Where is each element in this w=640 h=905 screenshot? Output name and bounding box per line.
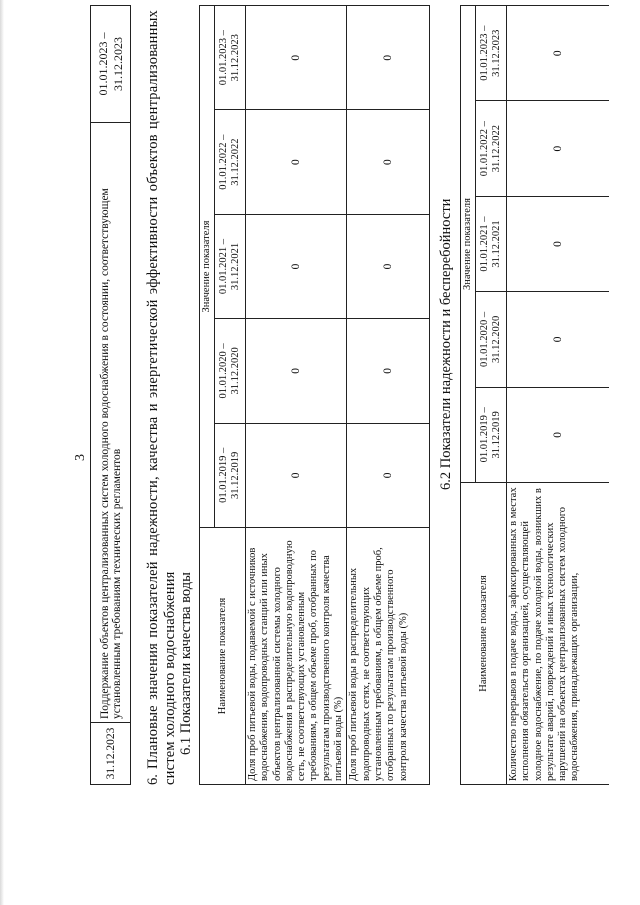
top-table	[90, 5, 131, 785]
indicator-value: 0	[246, 423, 347, 527]
indicator-value: 0	[347, 110, 430, 214]
period-header: 01.01.2022 – 31.12.2022	[215, 110, 246, 214]
indicator-value: 0	[246, 214, 347, 318]
indicator-name: Доля проб питьевой воды в распределительных водопроводных сетях, не соответствующих установленным требованиям, в общем объеме проб, отобранных по результатам производственного контроля качества питьевой воды (%)	[347, 528, 430, 785]
period-header: 01.01.2019 – 31.12.2019	[215, 423, 246, 527]
table-row	[246, 6, 347, 785]
indicator-value: 0	[507, 292, 610, 387]
period-header: 01.01.2019 – 31.12.2019	[476, 387, 507, 482]
period-header: 01.01.2022 – 31.12.2022	[476, 101, 507, 196]
reliability-table	[460, 5, 609, 785]
period-header: 01.01.2021 – 31.12.2021	[476, 196, 507, 291]
indicator-value: 0	[347, 423, 430, 527]
indicator-value: 0	[507, 387, 610, 482]
indicator-value: 0	[246, 110, 347, 214]
indicator-value: 0	[347, 319, 430, 423]
row-period: 01.01.2023 – 31.12.2023	[91, 6, 131, 123]
table-header-row	[200, 6, 215, 785]
table-header-row	[461, 6, 476, 785]
table-row	[507, 6, 610, 785]
table-row	[347, 6, 430, 785]
indicator-value: 0	[507, 196, 610, 291]
period-header: 01.01.2023 – 31.12.2023	[215, 6, 246, 110]
period-header: 01.01.2020 – 31.12.2020	[476, 292, 507, 387]
period-header: 01.01.2020 – 31.12.2020	[215, 319, 246, 423]
section-6-heading	[145, 10, 179, 785]
indicator-value: 0	[246, 319, 347, 423]
indicator-name: Доля проб питьевой воды, подаваемой с источников водоснабжения, водопроводных станций или иных объектов централизованной системы холодного водоснабжения в распределительную водопроводную сеть, не соответствующих установленным требованиям, в общем объеме проб, отобранных по результатам производственного контроля качества питьевой воды (%)	[246, 528, 347, 785]
indicator-value: 0	[507, 6, 610, 101]
section-6-number: 6.	[145, 774, 161, 785]
quality-table	[199, 5, 430, 785]
header-values: Значение показателя	[200, 6, 215, 528]
indicator-value: 0	[507, 101, 610, 196]
table-row	[91, 6, 131, 785]
section-6-title: Плановые значения показателей надежности, качества и энергетической эффективности объектов централизованных систем холодного водоснабжения	[145, 10, 178, 785]
header-name: Наименование показателя	[200, 528, 246, 785]
section-6-1-heading: 6.1 Показатели качества воды	[178, 572, 194, 755]
period-header: 01.01.2021 – 31.12.2021	[215, 214, 246, 318]
page-number: 3	[73, 454, 88, 461]
section-6-2-heading: 6.2 Показатели надежности и бесперебойности	[438, 198, 454, 490]
indicator-value: 0	[246, 6, 347, 110]
indicator-value: 0	[347, 214, 430, 318]
row-date: 31.12.2023	[91, 723, 131, 785]
header-name: Наименование показателя	[461, 483, 507, 785]
period-header: 01.01.2023 – 31.12.2023	[476, 6, 507, 101]
indicator-value: 0	[347, 6, 430, 110]
row-text: Поддержание объектов централизованных систем холодного водоснабжения в состоянии, соответствующем установленным требованиям технических регламентов	[91, 123, 131, 723]
indicator-name: Количество перерывов в подаче воды, зафиксированных в местах исполнения обязательств организацией, осуществляющей холодное водоснабжение, по подаче холодной воды, возникших в результате аварий, повреждений и иных технологических нарушений на объектах централизованных систем холодного водоснабжения, принадлежащих организации,	[507, 483, 610, 785]
header-values: Значение показателя	[461, 6, 476, 483]
